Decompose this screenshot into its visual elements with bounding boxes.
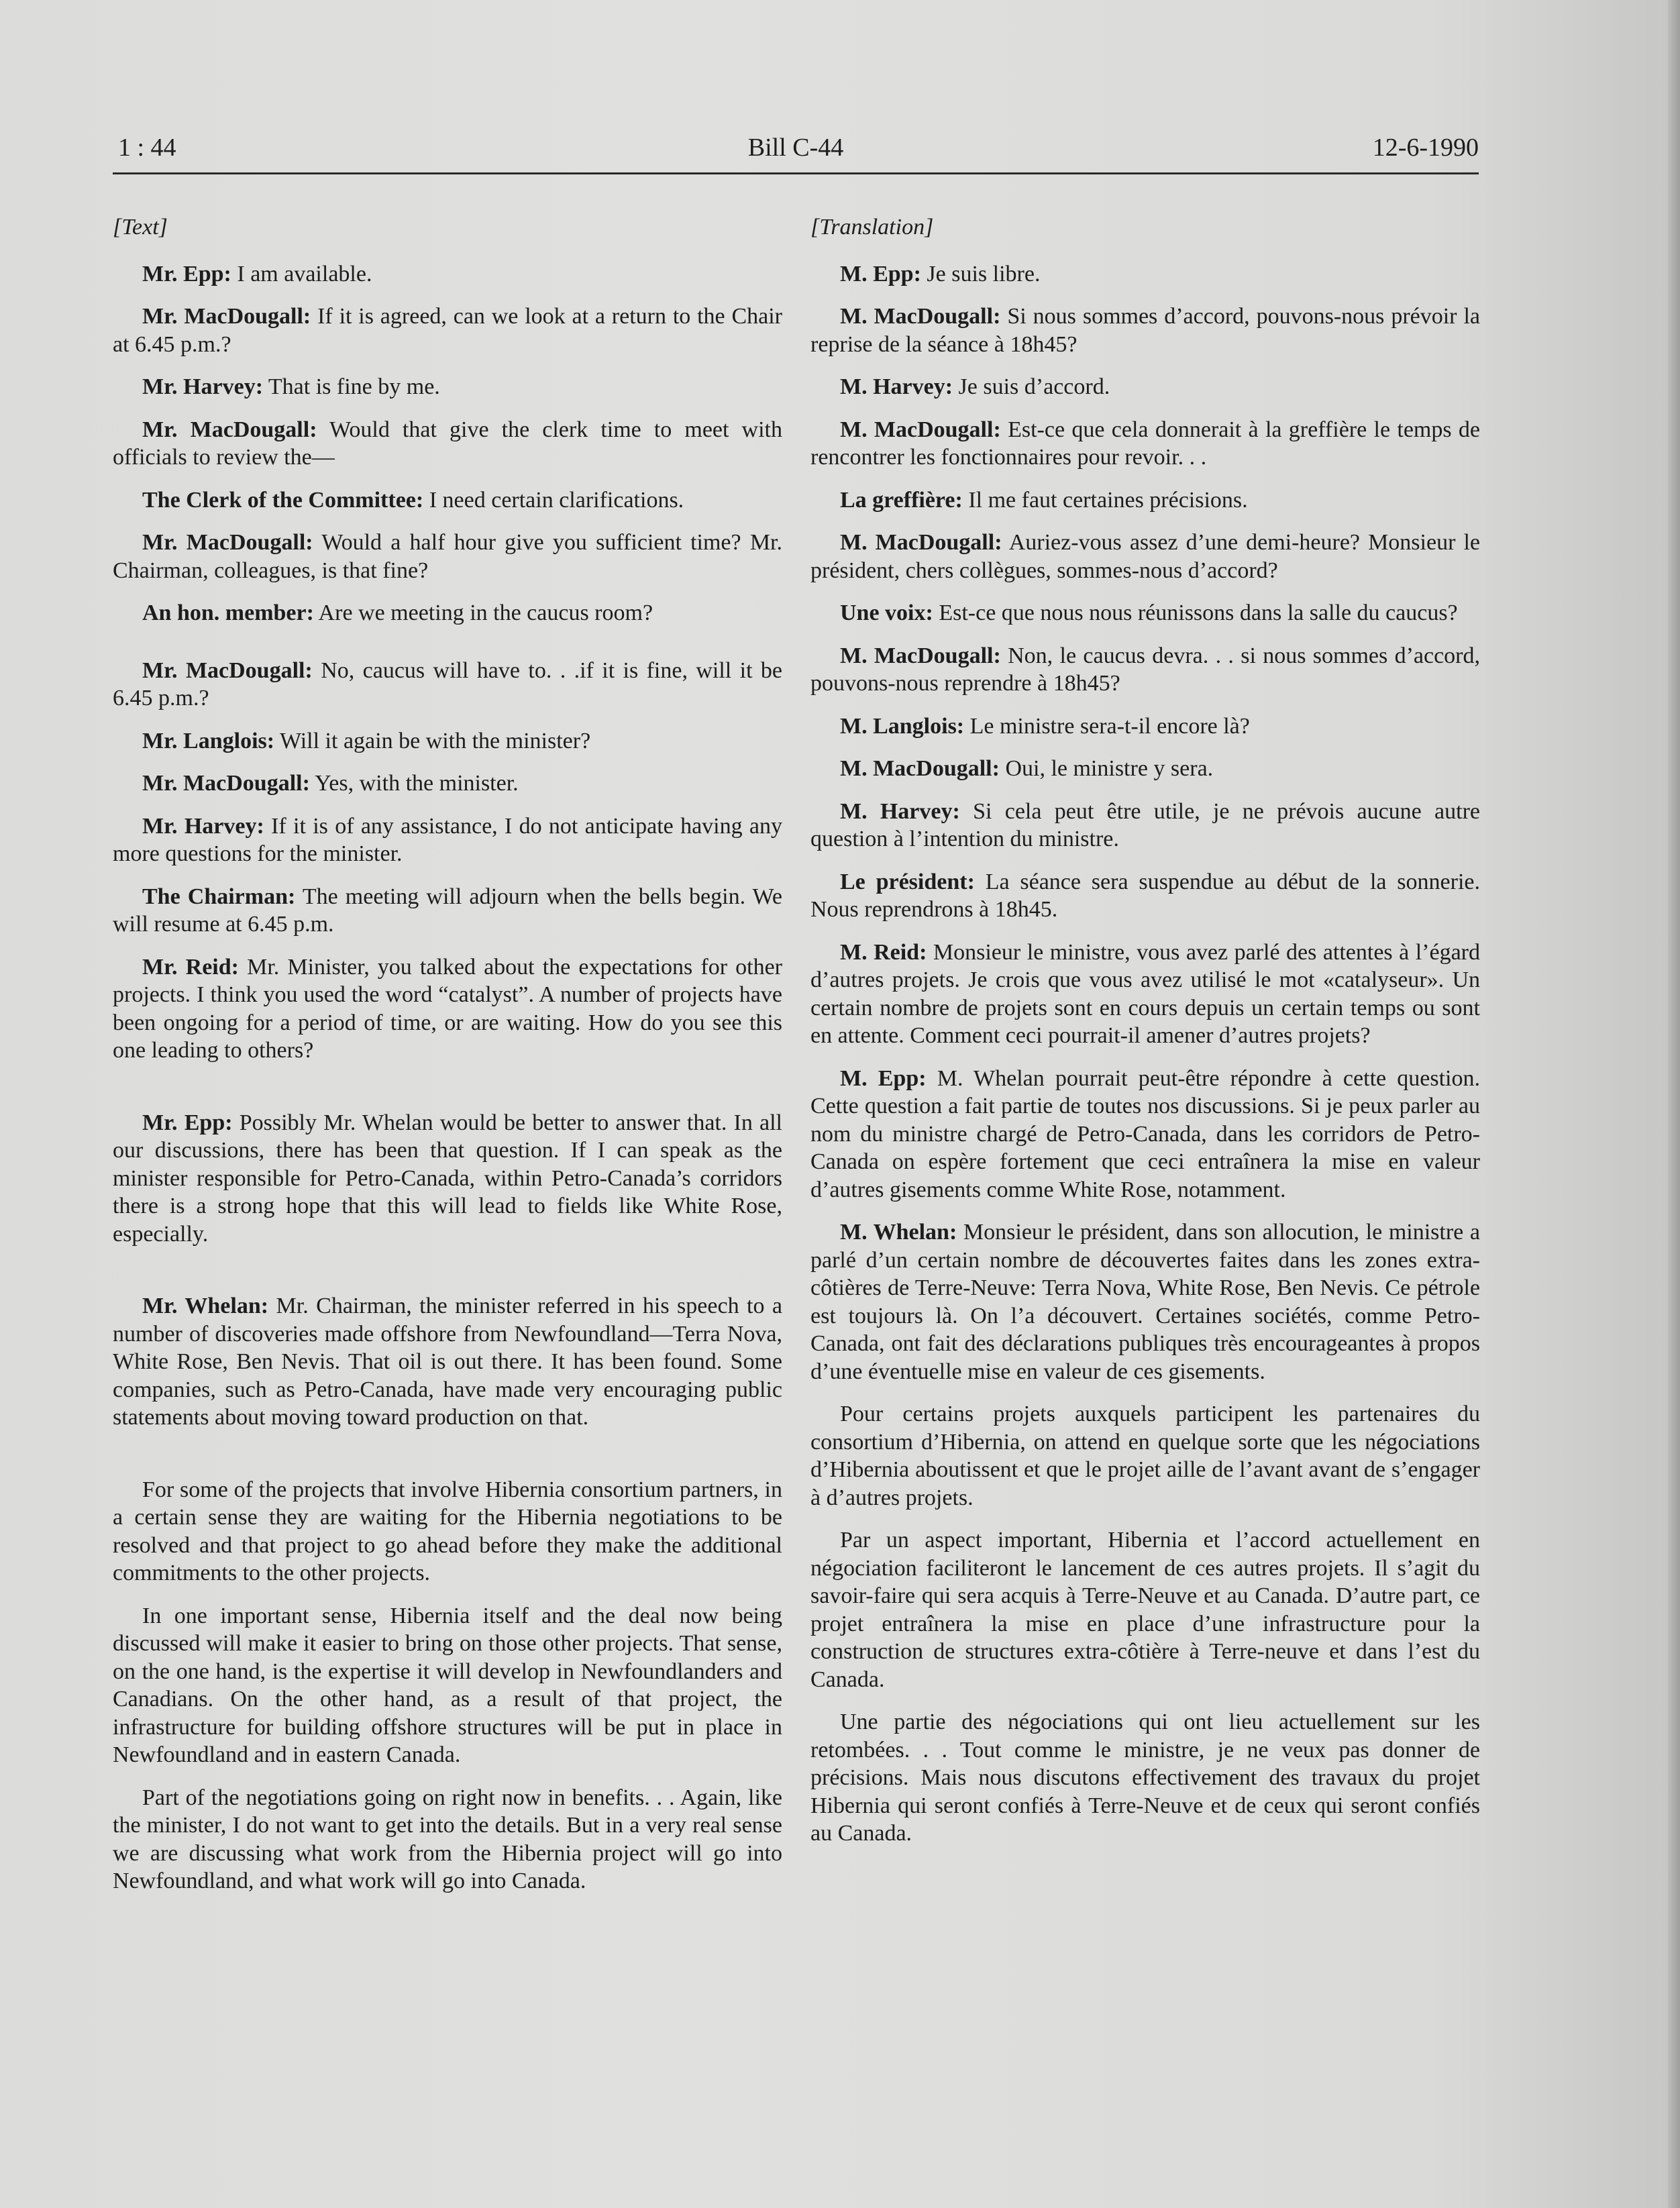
speaker-name: M. MacDougall: (840, 530, 1002, 555)
transcript-paragraph (810, 1708, 1480, 1848)
transcript-paragraph (810, 486, 1480, 515)
speech-text: Est-ce que nous nous réunissons dans la salle du caucus? (933, 600, 1458, 625)
speaker-name: Mr. Epp: (142, 261, 231, 286)
speaker-name: M. MacDougall: (840, 417, 1001, 442)
speech-text: Are we meeting in the caucus room? (313, 600, 653, 625)
transcript-paragraph (810, 1526, 1480, 1693)
header-date: 12-6-1990 (1372, 134, 1479, 162)
transcript-paragraph (113, 1476, 782, 1587)
speaker-name: The Chairman: (142, 884, 296, 909)
speaker-name: M. Reid: (840, 939, 927, 965)
speaker-name: M. Langlois: (840, 713, 965, 739)
speaker-name: Une voix: (840, 600, 933, 625)
speech-text: Monsieur le ministre, vous avez parlé des attentes à l’égard d’autres projets. Je crois que vous avez utilisé le mot «catalyseur». Un certain nombre de projets sont en cours depuis un certain temps ou sont en attente. Comment ceci pourrait-il amener d’autres projets? (810, 939, 1480, 1048)
speech-text: La séance sera suspendue au début de la sonnerie. Nous reprendrons à 18h45. (810, 869, 1480, 922)
speech-text: In one important sense, Hibernia itself and the deal now being discussed will make it easier to bring on those other projects. That sense, on the one hand, is the expertise it will develop in Newfoundlanders and Canadians. On the other hand, as a result of that project, the infrastructure for building offshore structures will be put in place in Newfoundland and in eastern Canada. (113, 1603, 782, 1767)
transcript-paragraph (810, 868, 1480, 924)
page-edge-shadow (1668, 0, 1680, 2208)
speaker-name: La greffière: (840, 487, 963, 513)
speech-text: If it is of any assistance, I do not anticipate having any more questions for the minister. (113, 813, 782, 866)
transcript-paragraph (113, 303, 782, 358)
transcript-paragraph (810, 1218, 1480, 1385)
speaker-name: M. Harvey: (840, 798, 960, 824)
speaker-name: Mr. MacDougall: (142, 771, 310, 796)
speech-text: Oui, le ministre y sera. (999, 756, 1214, 781)
speech-text: For some of the projects that involve Hibernia consortium partners, in a certain sense they are waiting for the Hibernia negotiations to be resolved and that project to go ahead before they make the additional commitments to the other projects. (113, 1477, 782, 1585)
speaker-name: Mr. Reid: (142, 954, 239, 980)
speaker-name: Mr. Harvey: (142, 374, 264, 399)
transcript-paragraph (113, 1292, 782, 1432)
transcript-paragraph (810, 303, 1480, 358)
speech-text: Est-ce que cela donnerait à la greffière le temps de rencontrer les fonctionnaires pour revoir. . . (810, 417, 1480, 470)
speaker-name: M. Epp: (840, 1065, 927, 1091)
speech-text: M. Whelan pourrait peut-être répondre à cette question. Cette question a fait partie de toutes nos discussions. Si je peux parler au nom du ministre chargé de Petro-Canada, dans les corridors de Petro-Canada on espère fortement que ceci entraînera la mise en valeur d’autres gisements comme White Rose, notamment. (810, 1065, 1480, 1202)
speech-text: Part of the negotiations going on right now in benefits. . . Again, like the minister, I do not want to get into the details. But in a very real sense we are discussing what work from the Hibernia project will go into Newfoundland, and what work will go into Canada. (113, 1785, 782, 1893)
speech-text: If it is agreed, can we look at a return to the Chair at 6.45 p.m.? (113, 304, 783, 357)
speaker-name: Mr. Langlois: (142, 728, 275, 753)
speaker-name: M. Harvey: (840, 374, 953, 399)
transcript-paragraph (810, 939, 1480, 1050)
speech-text: The meeting will adjourn when the bells begin. We will resume at 6.45 p.m. (113, 884, 783, 937)
transcript-paragraph (113, 883, 782, 939)
speaker-name: Mr. MacDougall: (142, 658, 313, 683)
transcript-paragraph (113, 529, 782, 584)
speaker-name: M. MacDougall: (840, 756, 1000, 781)
speaker-name: Mr. Harvey: (142, 813, 264, 839)
transcript-paragraph (113, 486, 782, 515)
transcript-paragraph (810, 416, 1480, 472)
transcript-paragraph (810, 373, 1480, 401)
transcript-paragraph (810, 260, 1480, 288)
transcript-paragraph (113, 770, 782, 798)
transcript-paragraph (113, 1602, 782, 1769)
transcript-paragraph (113, 373, 782, 401)
transcript-paragraph (113, 1109, 782, 1249)
speech-text: Non, le caucus devra. . . si nous sommes d’accord, pouvons-nous reprendre à 18h45? (810, 643, 1481, 696)
transcript-paragraph (113, 953, 782, 1065)
column-label-text: [Text] (113, 215, 168, 240)
transcript-paragraph (113, 727, 782, 755)
speaker-name: Mr. MacDougall: (142, 530, 313, 555)
speaker-name: Mr. Epp: (142, 1110, 233, 1135)
speaker-name: An hon. member: (142, 600, 314, 625)
transcript-paragraph (810, 529, 1480, 584)
transcript-paragraph (810, 713, 1480, 741)
speech-text: Si cela peut être utile, je ne prévois aucune autre question à l’intention du ministre. (810, 798, 1481, 851)
speech-text: Would a half hour give you sufficient time? Mr. Chairman, colleagues, is that fine? (113, 530, 783, 583)
transcript-paragraph (810, 798, 1480, 853)
speech-text: Mr. Chairman, the minister referred in his speech to a number of discoveries made offshore from Newfoundland—Terra Nova, White Rose, Ben Nevis. That oil is out there. It has been found. Some companies, such as Petro-Canada, have made very encouraging public statements about moving toward production on that. (113, 1294, 782, 1430)
speech-text: Le ministre sera-t-il encore là? (964, 713, 1250, 739)
transcript-paragraph (810, 1065, 1480, 1204)
column-label-translation: [Translation] (810, 215, 934, 240)
header-rule (113, 172, 1479, 174)
speech-text: Si nous sommes d’accord, pouvons-nous prévoir la reprise de la séance à 18h45? (810, 304, 1480, 357)
bill-title: Bill C-44 (747, 134, 844, 162)
speaker-name: M. MacDougall: (840, 643, 1001, 668)
speech-text: Possibly Mr. Whelan would be better to answer that. In all our discussions, there has been that question. If I can speak as the minister responsible for Petro-Canada, within Petro-Canada’s corridors there is a strong hope that this will lead to fields like White Rose, especially. (113, 1110, 782, 1247)
speaker-name: M. Whelan: (840, 1220, 957, 1245)
speech-text: I need certain clarifications. (423, 487, 684, 513)
speech-text: Je suis d’accord. (953, 374, 1110, 399)
transcript-paragraph (810, 642, 1480, 698)
speech-text: No, caucus will have to. . .if it is fine, will it be 6.45 p.m.? (113, 658, 782, 711)
speaker-name: M. MacDougall: (840, 304, 1001, 329)
transcript-paragraph (810, 599, 1480, 627)
speech-text: Would that give the clerk time to meet with officials to review the— (113, 417, 783, 470)
speech-text: Auriez-vous assez d’une demi-heure? Monsieur le président, chers collègues, sommes-nous d’accord? (810, 530, 1480, 583)
speech-text: Mr. Minister, you talked about the expectations for other projects. I think you used the word “catalyst”. A number of projects have been ongoing for a period of time, or are waiting. How do you see this one leading to others? (113, 954, 782, 1063)
speech-text: I am available. (231, 261, 372, 286)
speech-text: Will it again be with the minister? (274, 728, 591, 753)
speech-text: Pour certains projets auxquels participent les partenaires du consortium d’Hibernia, on attend en quelque sorte que les négociations d’Hibernia aboutissent et que le projet aille de l’avant avant de s’engager à d’autres projets. (810, 1402, 1480, 1510)
transcript-paragraph (113, 260, 782, 288)
french-column (810, 213, 1480, 1848)
speech-text: Par un aspect important, Hibernia et l’accord actuellement en négociation faciliteront le lancement de ces autres projets. Il s’agit du savoir-faire qui sera acquis à Terre-Neuve et au Canada. D’autre part, ce projet entraînera la mise en place d’une infrastructure pour la construction de structures extra-côtière à Terre-neuve et dans l’est du Canada. (810, 1528, 1480, 1692)
speaker-name: Mr. Whelan: (142, 1294, 269, 1318)
speaker-name: The Clerk of the Committee: (142, 487, 424, 513)
transcript-paragraph (113, 657, 782, 713)
transcript-paragraph (810, 1400, 1480, 1512)
page-header (113, 133, 1479, 173)
speaker-name: M. Epp: (840, 261, 921, 286)
speech-text: Il me faut certaines précisions. (962, 487, 1248, 513)
transcript-paragraph (810, 755, 1480, 783)
transcript-paragraph (113, 812, 782, 868)
speech-text: Yes, with the minister. (309, 771, 519, 796)
speaker-name: Mr. MacDougall: (142, 417, 317, 442)
transcript-paragraph (113, 416, 782, 472)
speech-text: Monsieur le président, dans son allocution, le ministre a parlé d’un certain nombre de découvertes faites dans les zones extra-côtières de Terre-Neuve: Terra Nova, White Rose, Ben Nevis. Ce pétrole est toujours là. On l’a découvert. Certaines sociétés, comme Petro-Canada, ont fait des déclarations publiques très encourageantes à propos d’une éventuelle mise en valeur de ces gisements. (810, 1220, 1480, 1384)
english-column (113, 213, 782, 1895)
speaker-name: Mr. MacDougall: (142, 304, 311, 329)
speech-text: That is fine by me. (263, 374, 440, 399)
speech-text: Je suis libre. (921, 261, 1041, 286)
speaker-name: Le président: (840, 869, 975, 894)
transcript-paragraph (113, 599, 782, 627)
transcript-paragraph (113, 1784, 782, 1895)
page-reference: 1 : 44 (118, 134, 176, 162)
speech-text: Une partie des négociations qui ont lieu actuellement sur les retombées. . . Tout comme le ministre, je ne veux pas donner de précisions. Mais nous discutons effectivement des travaux du projet Hibernia qui seront confiés à Terre-Neuve et de ceux qui seront confiés au Canada. (810, 1710, 1480, 1846)
